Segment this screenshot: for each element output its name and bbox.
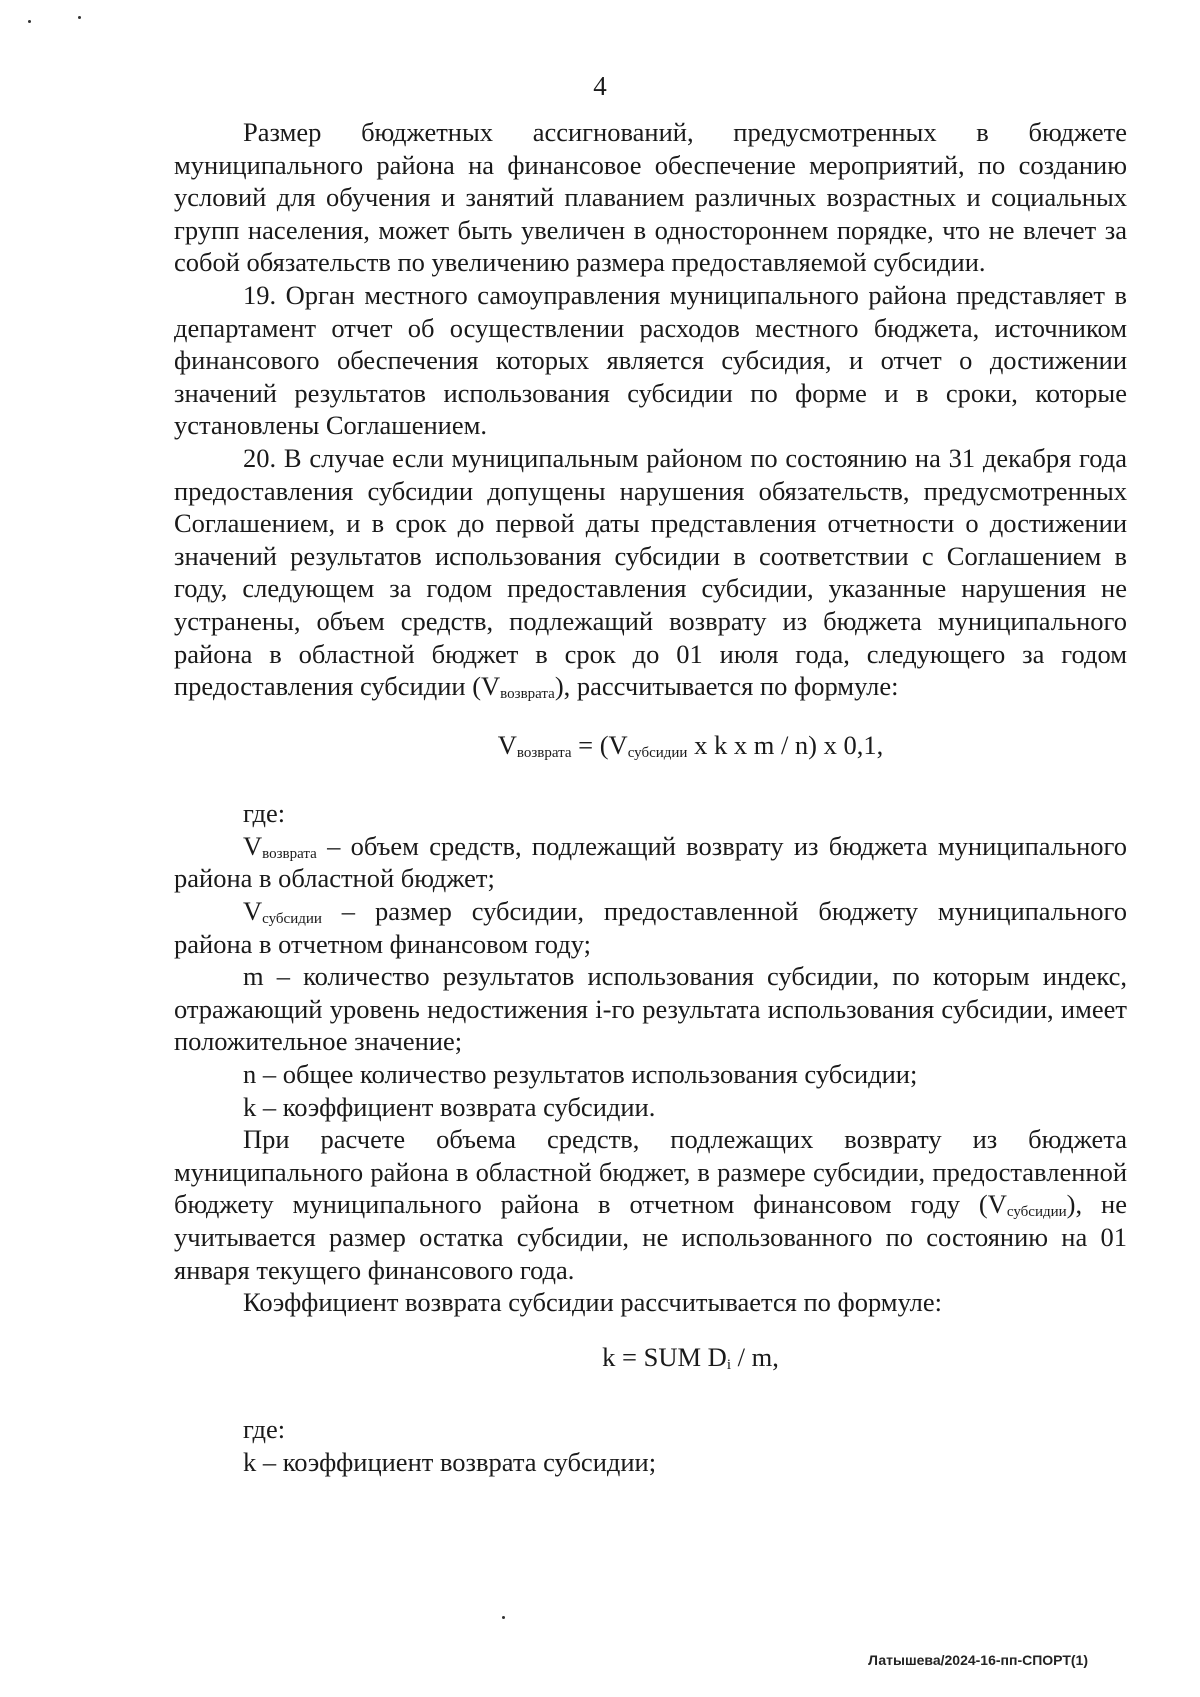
- page-number: 4: [593, 71, 607, 101]
- document-reference: Латышева/2024-16-пп-СПОРТ(1): [868, 1652, 1088, 1668]
- definition-v-subsidy: $V_{субсидии}$ – размер субсидии, предоставленной бюджету муниципального района в отчетном финансовом году;: [174, 896, 1127, 959]
- paragraph-20: 20. В случае если муниципальным районом по состоянию на 31 декабря года предоставления субсидии допущены нарушения обязательств, предусмотренных Соглашением, и в срок до первой даты представления отчетности о достижении значений результатов использования субсидии в соответствии с Соглашением в году, следующем за годом предоставления субсидии, указанные нарушения не устранены, объем средств, подлежащий возврату из бюджета муниципального района в областной бюджет в срок до 01 июля года, следующего за годом предоставления субсидии $(V_{возврата})$, рассчитывается по формуле:: [174, 442, 1127, 703]
- scan-speck: [502, 1616, 505, 1619]
- definition-v-return: $V_{возврата}$ – объем средств, подлежащий возврату из бюджета муниципального района в областной бюджет;: [174, 830, 1127, 894]
- paragraph-calculation-note: При расчете объема средств, подлежащих возврату из бюджета муниципального района в областной бюджет, в размере субсидии, предоставленной бюджету муниципального района в отчетном финансовом году $(V_{субсидии})$, не учитывается размер остатка субсидии, не использованного по состоянию на 01 января текущего финансового года.: [174, 1124, 1128, 1285]
- formula-return-volume: $V_{возврата} = (V_{субсидии}$ x k x m / n) x 0,1,: [497, 729, 884, 761]
- definition-m: m – количество результатов использования субсидии, по которым индекс, отражающий уровень недостижения i-го результата использования субсидии, имеет положительное значение;: [174, 961, 1127, 1057]
- scan-speck: [78, 16, 81, 19]
- where-label: где:: [243, 798, 286, 829]
- definition-n: n – общее количество результатов использования субсидии;: [243, 1059, 918, 1090]
- paragraph-coefficient-intro: Коэффициент возврата субсидии рассчитывается по формуле:: [243, 1287, 943, 1318]
- scan-speck: [28, 20, 31, 23]
- where-label-2: где:: [243, 1414, 286, 1445]
- paragraph-19: 19. Орган местного самоуправления муниципального района представляет в департамент отчет об осуществлении расходов местного бюджета, источником финансового обеспечения которых является субсидия, и отчет о достижении значений результатов использования субсидии по форме и в сроки, которые установлены Соглашением.: [174, 279, 1127, 441]
- document-body: [174, 116, 1127, 1479]
- formula-coefficient: k = SUM $D_i$ / m,: [602, 1341, 779, 1373]
- definition-k-2: k – коэффициент возврата субсидии;: [243, 1446, 657, 1477]
- paragraph-budget-allocations: Размер бюджетных ассигнований, предусмотренных в бюджете муниципального района на финансовое обеспечение мероприятий, по созданию условий для обучения и занятий плаванием различных возрастных и социальных групп населения, может быть увеличен в одностороннем порядке, что не влечет за собой обязательств по увеличению размера предоставляемой субсидии.: [174, 117, 1127, 278]
- definition-k: k – коэффициент возврата субсидии.: [243, 1091, 656, 1122]
